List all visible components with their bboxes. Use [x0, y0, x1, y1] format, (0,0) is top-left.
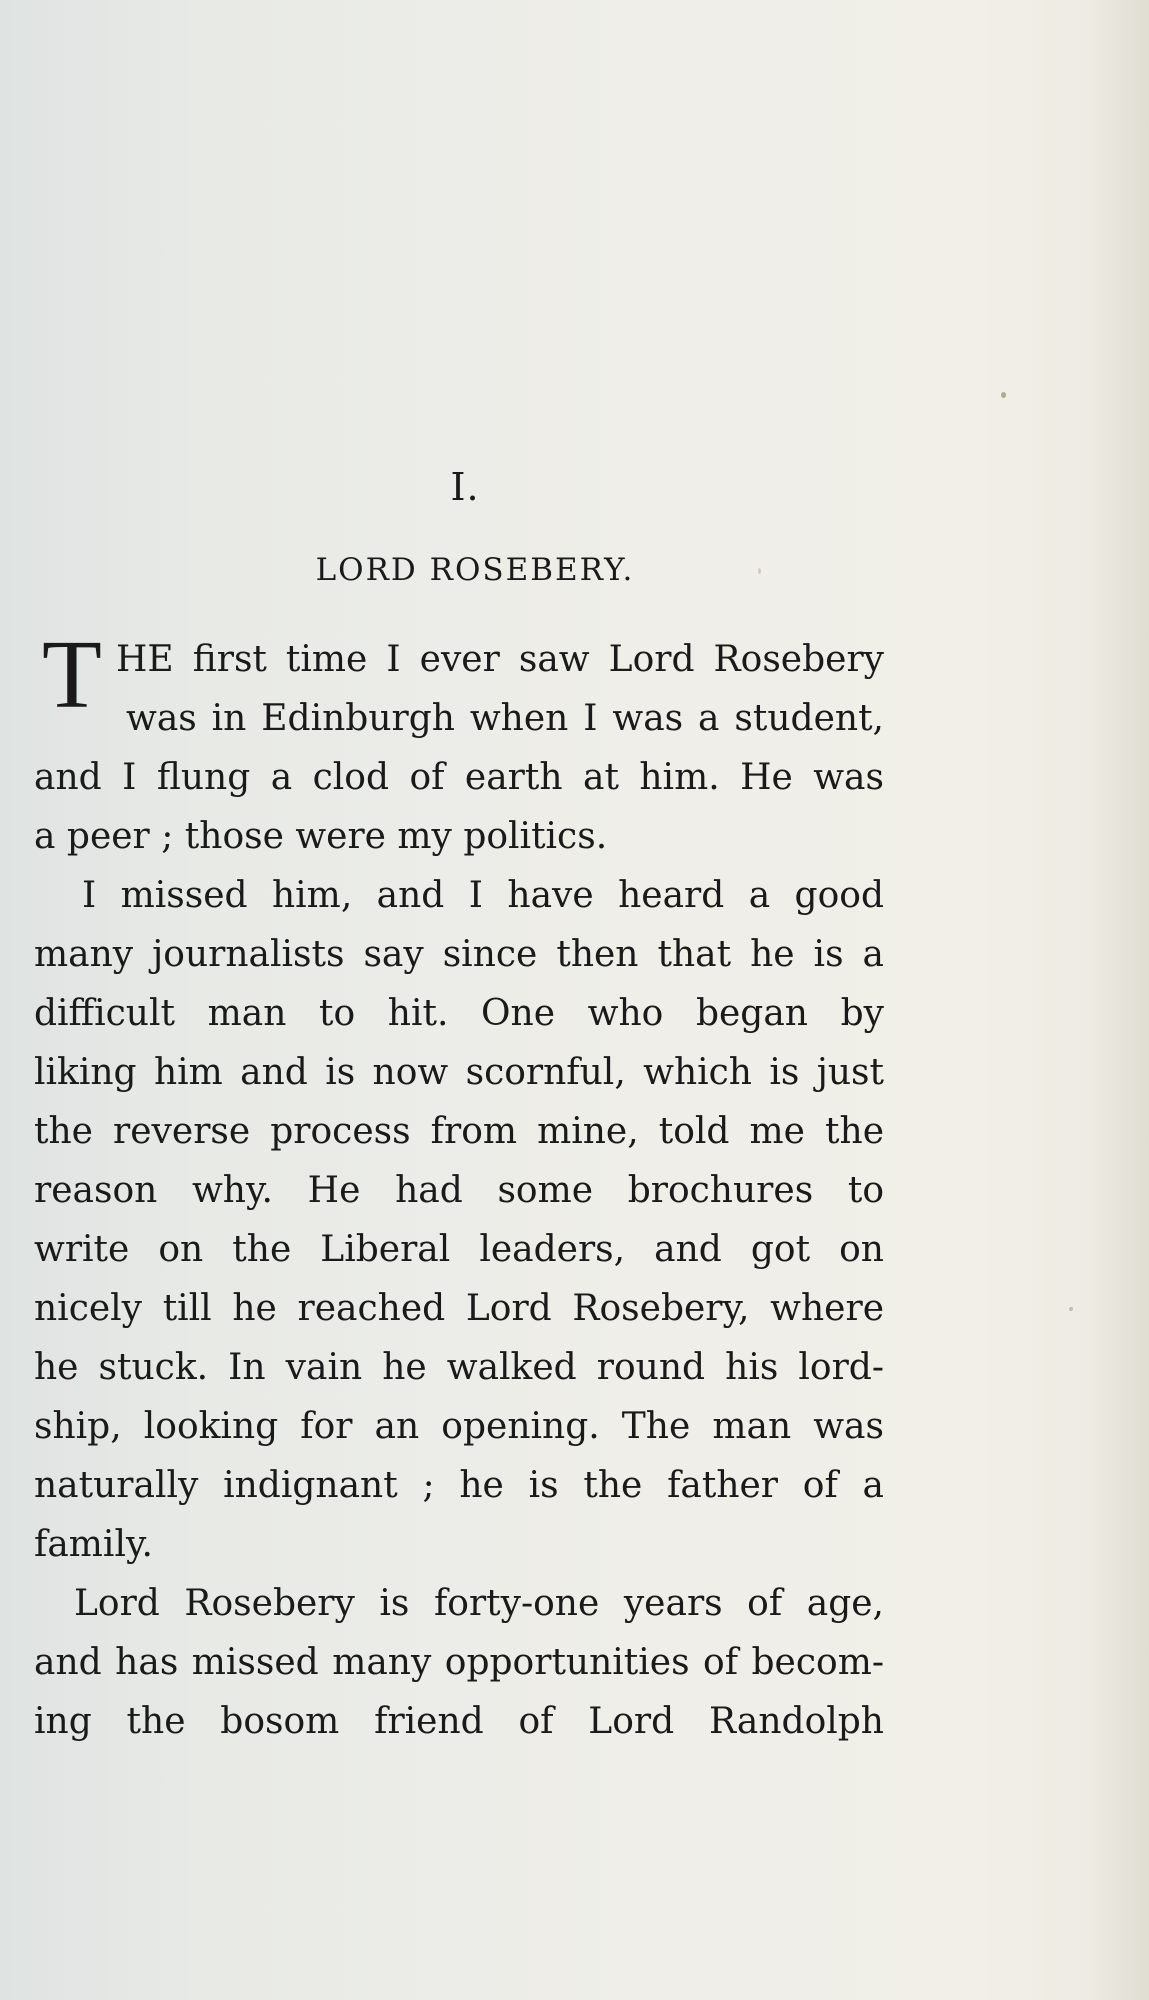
text-line: was in Edinburgh when I was a student,	[126, 698, 884, 739]
text-line: many journalists say since then that he is a	[34, 934, 884, 975]
chapter-number: I.	[450, 465, 480, 509]
chapter-title: LORD ROSEBERY.	[315, 552, 635, 588]
text-line: liking him and is now scornful, which is just	[34, 1052, 884, 1093]
text-line: family.	[34, 1524, 153, 1565]
paper-speck	[1001, 392, 1006, 398]
text-line: I missed him, and I have heard a good	[82, 875, 884, 916]
text-line: HE first time I ever saw Lord Rosebery	[116, 639, 884, 680]
text-line: he stuck. In vain he walked round his lord-	[34, 1347, 884, 1388]
text-line: and has missed many opportunities of becom-	[34, 1642, 884, 1683]
text-line: nicely till he reached Lord Rosebery, where	[34, 1288, 884, 1329]
text-line: ship, looking for an opening. The man was	[34, 1406, 884, 1447]
text-line: write on the Liberal leaders, and got on	[34, 1229, 884, 1270]
text-line: Lord Rosebery is forty-one years of age,	[74, 1583, 884, 1624]
text-line: reason why. He had some brochures to	[34, 1170, 884, 1211]
paper-speck	[758, 568, 761, 574]
text-line: a peer ; those were my politics.	[34, 816, 608, 857]
text-line: naturally indignant ; he is the father of a	[34, 1465, 884, 1506]
text-line: ing the bosom friend of Lord Randolph	[34, 1701, 884, 1742]
text-line: the reverse process from mine, told me the	[34, 1111, 884, 1152]
drop-cap: T	[42, 621, 102, 729]
body-text	[34, 630, 884, 1751]
paper-speck	[1069, 1307, 1073, 1311]
text-line: and I flung a clod of earth at him. He was	[34, 757, 884, 798]
text-line: difficult man to hit. One who began by	[34, 993, 884, 1034]
